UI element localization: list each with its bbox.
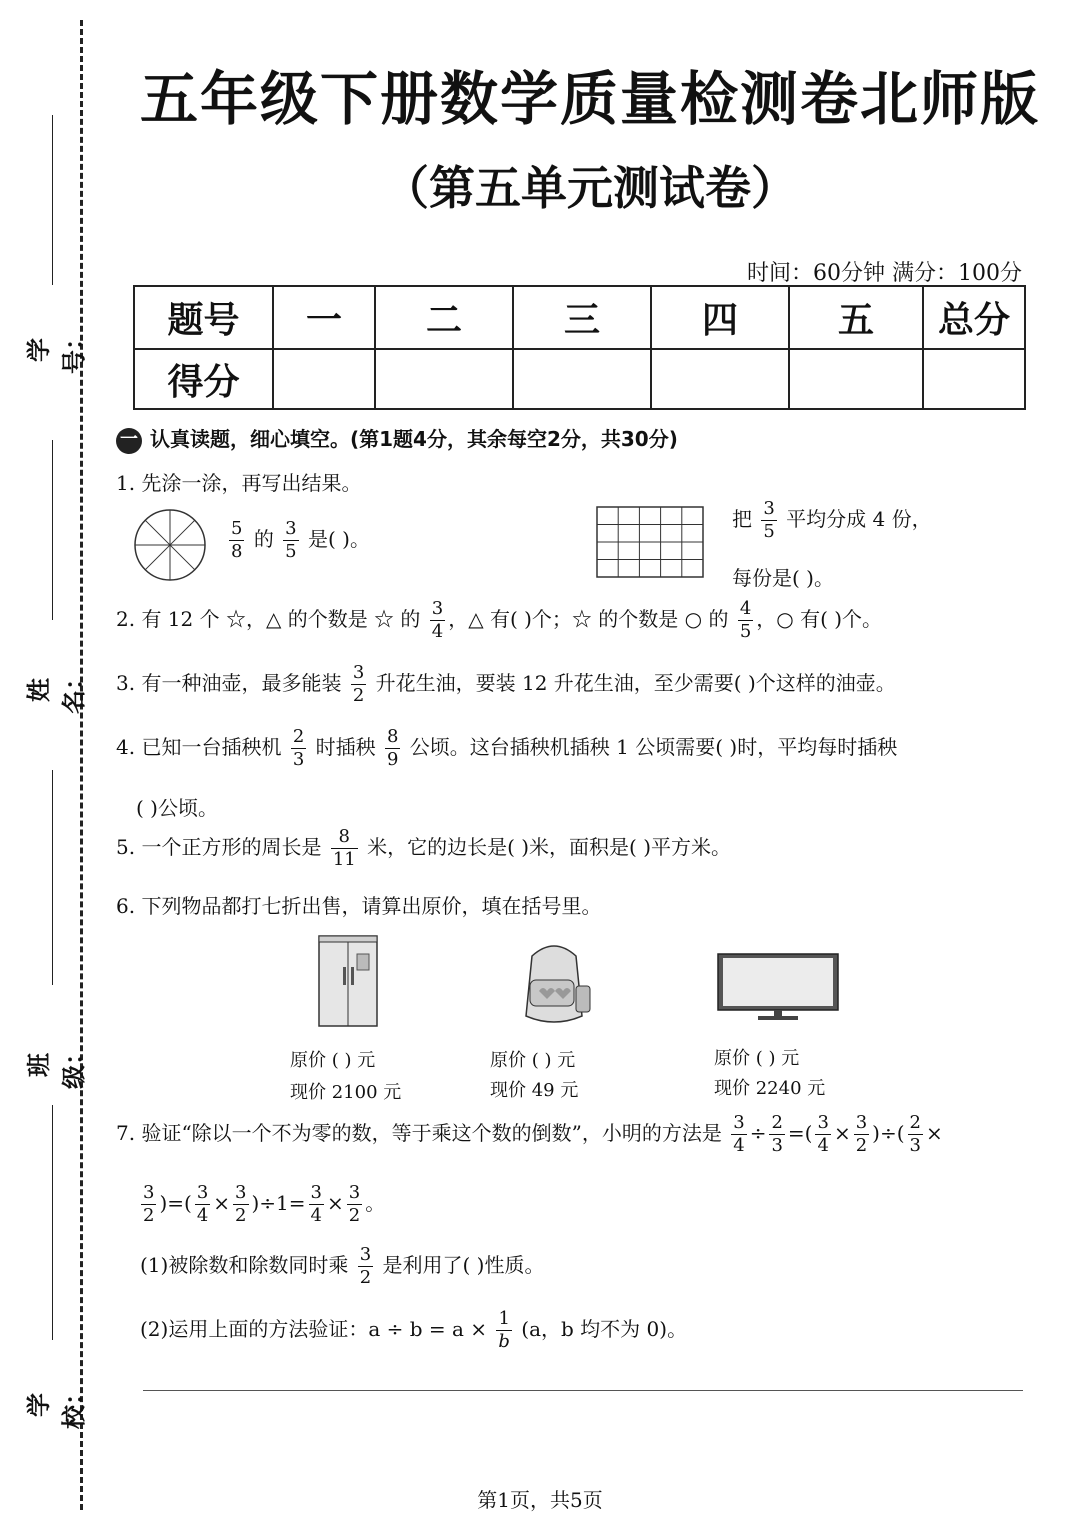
answer-blank[interactable]: 是利用了( )性质。 xyxy=(382,1253,545,1277)
fraction: $\frac{8}{9}$ xyxy=(386,726,399,770)
fraction: $\frac{5}{8}$ xyxy=(231,518,243,562)
class-line xyxy=(52,770,53,985)
section-heading xyxy=(116,423,678,454)
backpack-icon xyxy=(512,936,596,1028)
exam-subtitle: （第五单元测试卷） xyxy=(383,161,797,215)
question-2: 2. 有 12 个 ☆，△ 的个数是 ☆ 的 $\frac{3}{4}$ ，△ 有( )个；☆ 的个数是 ○ 的 $\frac{4}{5}$ ，○ 有( )个。 xyxy=(116,598,883,642)
school-label: 学校： xyxy=(24,1381,88,1429)
question-5: 5. 一个正方形的周长是 $\frac{8}{11}$ 米，它的边长是( )米，面积是( )平方米。 xyxy=(116,826,732,870)
score-header-cell: 二 xyxy=(375,286,513,349)
grid-rectangle-icon xyxy=(596,506,704,578)
fraction: $\frac{3}{2}$ xyxy=(359,1244,372,1288)
fraction: $\frac{1}{b}$ xyxy=(498,1308,510,1352)
answer-line[interactable] xyxy=(143,1390,1023,1391)
tv-monitor-icon xyxy=(716,952,840,1022)
question-7-sub1: (1)被除数和除数同时乘 $\frac{3}{2}$ 是利用了( )性质。 xyxy=(140,1244,545,1288)
score-cell[interactable] xyxy=(513,349,651,409)
school-line xyxy=(52,1105,53,1340)
score-header-cell: 五 xyxy=(789,286,923,349)
score-cell[interactable] xyxy=(375,349,513,409)
question-1b-answer[interactable]: 每份是( )。 xyxy=(732,566,834,590)
fraction: $\frac{8}{11}$ xyxy=(332,826,356,870)
item-original-price[interactable]: 原价 ( ) 元 xyxy=(714,1048,800,1069)
exam-title: 五年级下册数学质量检测卷北师版 xyxy=(139,65,1040,133)
score-header-cell: 一 xyxy=(273,286,375,349)
item-current-price: 现价 2240 元 xyxy=(714,1078,826,1099)
score-header-cell: 题号 xyxy=(134,286,273,349)
student-id-label: 学号： xyxy=(24,326,88,374)
student-id-line xyxy=(52,115,53,285)
score-cell[interactable] xyxy=(273,349,375,409)
score-header-cell: 四 xyxy=(651,286,789,349)
name-line xyxy=(52,440,53,620)
question-7-sub2: (2)运用上面的方法验证：a ÷ b = a × $\frac{1}{b}$ (a，b 均不为 0)。 xyxy=(140,1308,688,1352)
question-4-line2[interactable]: ( )公顷。 xyxy=(136,796,218,820)
section-number-badge: 一 xyxy=(116,428,142,454)
fraction: $\frac{4}{5}$ xyxy=(739,598,752,642)
score-table xyxy=(133,285,1026,410)
item-current-price: 现价 49 元 xyxy=(490,1080,579,1101)
score-cell[interactable] xyxy=(789,349,923,409)
item-original-price[interactable]: 原价 ( ) 元 xyxy=(490,1050,576,1071)
binding-dashed-line xyxy=(80,20,83,1510)
fraction: $\frac{3}{5}$ xyxy=(285,518,297,562)
item-current-price: 现价 2100 元 xyxy=(290,1082,402,1103)
question-1-text: 1. 先涂一涂，再写出结果。 xyxy=(116,471,362,495)
question-3: 3. 有一种油壶，最多能装 $\frac{3}{2}$ 升花生油，要装 12 升花生油，至少需要( )个这样的油壶。 xyxy=(116,662,896,706)
score-header-cell: 三 xyxy=(513,286,651,349)
score-header-cell: 总分 xyxy=(923,286,1025,349)
question-1b: 把 $\frac{3}{5}$ 平均分成 4 份， xyxy=(732,498,932,542)
class-label: 班级： xyxy=(24,1041,88,1089)
fraction: $\frac{2}{3}$ xyxy=(292,726,305,770)
question-7-line2: $\frac{3}{2}$ )=( $\frac{3}{4}$ × $\frac{3}{2}$ )÷1= $\frac{3}{4}$ × $\frac{3}{2}$ 。 xyxy=(143,1182,386,1226)
fraction: $\frac{3}{5}$ xyxy=(763,498,775,542)
score-cell[interactable] xyxy=(651,349,789,409)
circle-eighths-icon xyxy=(133,508,207,582)
question-6-text: 6. 下列物品都打七折出售，请算出原价，填在括号里。 xyxy=(116,894,602,918)
fraction: $\frac{3}{2}$ xyxy=(352,662,365,706)
score-cell[interactable] xyxy=(923,349,1025,409)
question-7: 7. 验证“除以一个不为零的数，等于乘这个数的倒数”，小明的方法是 $\frac{3}{4}$ ÷ $\frac{2}{3}$ =( $\frac{3}{4}$ × $\frac{3}{2}$ )÷( $\frac{2}{3}$ × xyxy=(116,1112,943,1156)
page-footer: 第1页，共5页 xyxy=(477,1488,603,1512)
time-info: 时间：60分钟 满分：100分 xyxy=(747,261,1022,286)
item-original-price[interactable]: 原价 ( ) 元 xyxy=(290,1050,376,1071)
name-label: 姓名： xyxy=(24,666,88,714)
question-1a: $\frac{5}{8}$ 的 $\frac{3}{5}$ 是( )。 xyxy=(231,518,370,562)
section-title: 认真读题，细心填空。(第1题4分，其余每空2分，共30分) xyxy=(150,427,678,451)
answer-blank[interactable]: 是( )。 xyxy=(307,527,370,551)
refrigerator-icon xyxy=(315,932,383,1028)
question-4: 4. 已知一台插秧机 $\frac{2}{3}$ 时插秧 $\frac{8}{9}$ 公顷。这台插秧机插秧 1 公顷需要( )时，平均每时插秧 xyxy=(116,726,898,770)
score-row-label: 得分 xyxy=(134,349,273,409)
fraction: $\frac{3}{4}$ xyxy=(431,598,444,642)
